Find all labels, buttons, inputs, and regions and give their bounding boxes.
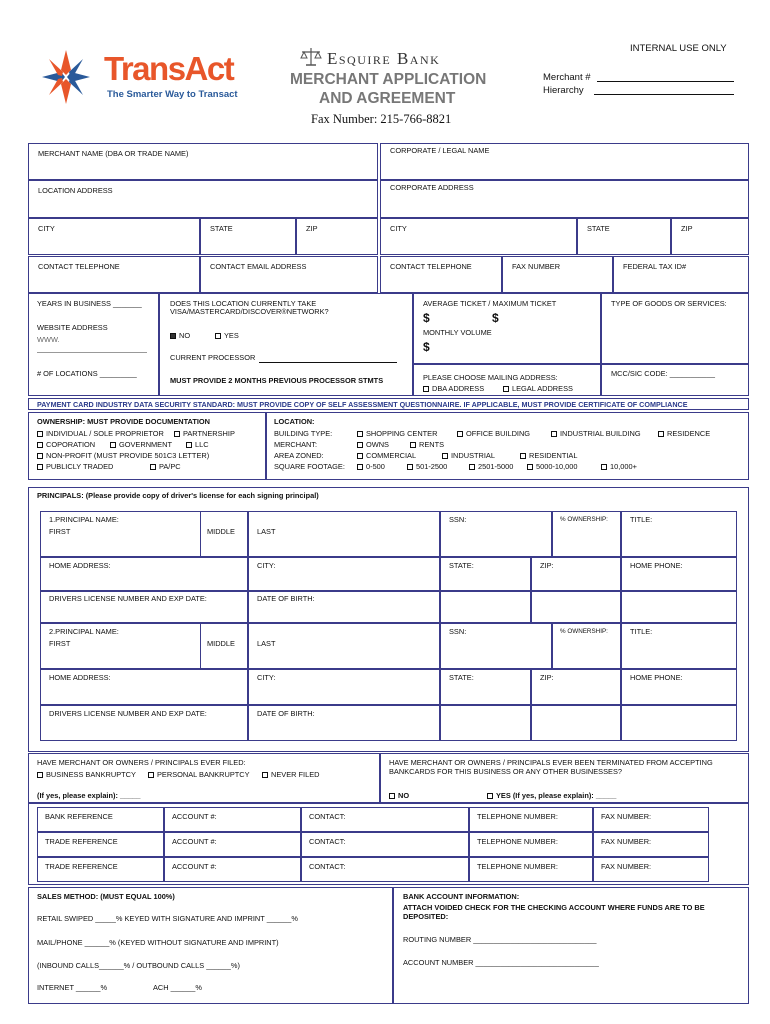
must-provide-stmts: MUST PROVIDE 2 MONTHS PREVIOUS PROCESSOR STMTS — [170, 376, 384, 385]
checkbox[interactable] — [551, 431, 557, 437]
ownership-corporation[interactable] — [37, 441, 95, 449]
filed-question: HAVE MERCHANT OR OWNERS / PRINCIPALS EVER FILED: — [37, 758, 246, 767]
dba-address-label: DBA ADDRESS — [432, 384, 485, 393]
business-info-left — [28, 293, 159, 396]
building-office[interactable] — [457, 430, 530, 438]
sqft-3-label: 2501-5000 — [478, 462, 514, 471]
ownership-llc-label: LLC — [195, 440, 209, 449]
checkbox[interactable] — [442, 453, 448, 459]
p2-ownership-field[interactable] — [552, 623, 621, 669]
ownership-individual[interactable] — [37, 430, 164, 438]
corp-contact-telephone-field[interactable] — [380, 256, 502, 293]
bank-account[interactable]: ACCOUNT NUMBER ______________________________ — [403, 958, 599, 967]
contact-telephone-field[interactable] — [28, 256, 200, 293]
ownership-corporation-label: COPORATION — [46, 440, 96, 449]
corp-city-field[interactable] — [380, 218, 577, 255]
merchant-name-label: MERCHANT NAME (DBA OR TRADE NAME) — [38, 149, 189, 158]
max-ticket-dollar[interactable]: $ — [492, 311, 499, 325]
reference-account-cell[interactable] — [164, 807, 301, 832]
checkbox-checked[interactable] — [170, 333, 176, 339]
p1-state-field[interactable] — [440, 557, 531, 591]
checkbox[interactable] — [389, 793, 395, 799]
reference-phone-cell[interactable] — [469, 857, 593, 882]
reference-fax-label: FAX NUMBER: — [601, 862, 652, 871]
current-processor-label: CURRENT PROCESSOR — [170, 353, 256, 362]
checkbox[interactable] — [110, 442, 116, 448]
checkbox[interactable] — [37, 431, 43, 437]
checkbox[interactable] — [357, 431, 363, 437]
corp-zip-label: ZIP — [681, 224, 693, 233]
transact-star-icon — [40, 48, 92, 106]
p2-title-label: TITLE: — [630, 627, 653, 636]
filed-personal-bk-label: PERSONAL BANKRUPTCY — [157, 770, 250, 779]
network-no-label: NO — [179, 331, 191, 340]
reference-fax-cell[interactable] — [593, 807, 709, 832]
sqft-2-label: 501-2500 — [416, 462, 448, 471]
p1-state-label: STATE: — [449, 561, 474, 570]
ownership-individual-label: INDIVIDUAL / SOLE PROPRIETOR — [46, 429, 164, 438]
checkbox[interactable] — [215, 333, 221, 339]
checkbox[interactable] — [357, 442, 363, 448]
terminated-no[interactable] — [389, 792, 409, 800]
reference-account-label: ACCOUNT #: — [172, 862, 217, 871]
reference-phone-label: TELEPHONE NUMBER: — [477, 812, 558, 821]
transact-tagline: The Smarter Way to Transact — [107, 89, 238, 100]
zoned-commercial-label: COMMERCIAL — [366, 451, 417, 460]
zip-field[interactable] — [296, 218, 378, 255]
sqft-2[interactable] — [407, 463, 447, 471]
p1-last-field[interactable] — [248, 511, 440, 557]
p2-ssn-label: SSN: — [449, 627, 467, 636]
location-address-field[interactable] — [28, 180, 378, 218]
zoned-residential[interactable] — [520, 452, 577, 460]
reference-phone-label: TELEPHONE NUMBER: — [477, 862, 558, 871]
p1-dl-field[interactable] — [40, 591, 248, 623]
merchant-owns-label: OWNS — [366, 440, 389, 449]
p2-first-label: FIRST — [49, 639, 71, 648]
fax-number-label: FAX NUMBER — [512, 262, 561, 271]
checkbox[interactable] — [520, 453, 526, 459]
p1-home-phone-field[interactable] — [621, 557, 737, 591]
sqft-4-label: 5000-10,000 — [536, 462, 578, 471]
reference-account-cell[interactable] — [164, 857, 301, 882]
filed-explain[interactable]: (If yes, please explain): _____ — [37, 791, 141, 800]
checkbox[interactable] — [174, 431, 180, 437]
filed-business-bk[interactable] — [37, 771, 136, 779]
checkbox[interactable] — [37, 442, 43, 448]
city-field[interactable] — [28, 218, 200, 255]
transact-name: TransAct — [104, 50, 234, 87]
terminated-yes-label: YES (If yes, please explain): _____ — [496, 791, 617, 800]
ownership-box — [28, 412, 266, 480]
reference-label-label: BANK REFERENCE — [45, 812, 113, 821]
merchant-name-field[interactable] — [28, 143, 378, 180]
principals-title: PRINCIPALS: (Please provide copy of driver's license for each signing principal) — [37, 491, 319, 500]
reference-label-cell[interactable] — [37, 807, 164, 832]
terminated-question-2: BANKCARDS FOR THIS BUSINESS OR ANY OTHER BUSINESSES? — [389, 767, 622, 776]
type-goods-label: TYPE OF GOODS OR SERVICES: — [611, 299, 727, 308]
building-residence-label: RESIDENCE — [667, 429, 711, 438]
ownership-partnership-label: PARTNERSHIP — [183, 429, 235, 438]
checkbox[interactable] — [407, 464, 413, 470]
bank-attach-2: DEPOSITED: — [403, 912, 449, 921]
p2-dl-field[interactable] — [40, 705, 248, 741]
reference-label-label: TRADE REFERENCE — [45, 862, 118, 871]
sqft-1[interactable] — [357, 463, 385, 471]
sqft-4[interactable] — [527, 463, 578, 471]
sales-box — [28, 887, 393, 1004]
checkbox[interactable] — [658, 431, 664, 437]
p1-ssn-label: SSN: — [449, 515, 467, 524]
p2-dob-field[interactable] — [248, 705, 440, 741]
sales-ach[interactable]: ACH ______% — [153, 983, 202, 992]
building-residence[interactable] — [658, 430, 710, 438]
reference-phone-label: TELEPHONE NUMBER: — [477, 837, 558, 846]
filed-never-label: NEVER FILED — [271, 770, 320, 779]
dba-address-option[interactable] — [423, 385, 484, 393]
contact-telephone-label: CONTACT TELEPHONE — [38, 262, 120, 271]
avg-ticket-dollar[interactable]: $ — [423, 311, 430, 325]
checkbox[interactable] — [150, 464, 156, 470]
merchant-number-line[interactable] — [597, 81, 734, 82]
checkbox[interactable] — [148, 772, 154, 778]
reference-label-label: TRADE REFERENCE — [45, 837, 118, 846]
terminated-box — [380, 753, 749, 803]
p1-name-label: 1.PRINCIPAL NAME: — [49, 515, 119, 524]
filed-business-bk-label: BUSINESS BANKRUPTCY — [46, 770, 136, 779]
checkbox[interactable] — [410, 442, 416, 448]
pci-notice-text: PAYMENT CARD INDUSTRY DATA SECURITY STANDARD: MUST PROVIDE COPY OF SELF ASSESSMENT QUESTIONNAIRE. IF APPLICABLE, MUST PROVIDE CERTIFICATE OF COMPLIANCE — [37, 400, 688, 409]
reference-account-label: ACCOUNT #: — [172, 812, 217, 821]
sales-internet[interactable]: INTERNET ______% — [37, 983, 108, 992]
p1-dob-label: DATE OF BIRTH: — [257, 594, 315, 603]
reference-fax-label: FAX NUMBER: — [601, 812, 652, 821]
network-yes-option[interactable] — [215, 332, 239, 340]
p1-extra-1[interactable] — [440, 591, 531, 623]
checkbox[interactable] — [37, 453, 43, 459]
goods-box[interactable] — [601, 293, 749, 364]
website-input-line[interactable] — [37, 352, 147, 353]
checkbox[interactable] — [357, 464, 363, 470]
sqft-5-label: 10,000+ — [610, 462, 637, 471]
network-no-option[interactable] — [170, 332, 190, 340]
p1-home-address-label: HOME ADDRESS: — [49, 561, 111, 570]
scales-icon — [300, 46, 322, 68]
reference-phone-cell[interactable] — [469, 832, 593, 857]
p2-home-address-field[interactable] — [40, 669, 248, 705]
bank-name: Esquire Bank — [327, 49, 441, 68]
area-zoned-label: AREA ZONED: — [274, 451, 324, 460]
transact-logo — [40, 48, 240, 106]
reference-account-cell[interactable] — [164, 832, 301, 857]
p2-extra-2[interactable] — [531, 705, 621, 741]
ownership-title: OWNERSHIP: MUST PROVIDE DOCUMENTATION — [37, 417, 210, 426]
reference-contact-label: CONTACT: — [309, 812, 346, 821]
p1-title-field[interactable] — [621, 511, 737, 557]
filed-personal-bk[interactable] — [148, 771, 250, 779]
p1-middle-label: MIDDLE — [207, 527, 235, 536]
p1-first-label: FIRST — [49, 527, 71, 536]
location-title: LOCATION: — [274, 417, 315, 426]
p1-home-address-field[interactable] — [40, 557, 248, 591]
corporate-address-label: CORPORATE ADDRESS — [390, 183, 474, 192]
locations-count[interactable]: # OF LOCATIONS _________ — [37, 369, 137, 378]
merchant-owns[interactable] — [357, 441, 389, 449]
reference-phone-cell[interactable] — [469, 807, 593, 832]
federal-tax-id-field[interactable] — [613, 256, 749, 293]
esquire-bank-logo — [300, 46, 480, 70]
reference-fax-label: FAX NUMBER: — [601, 837, 652, 846]
p2-home-phone-field[interactable] — [621, 669, 737, 705]
bank-title: BANK ACCOUNT INFORMATION: — [403, 892, 520, 901]
ownership-public[interactable] — [37, 463, 113, 471]
merchant-label: MERCHANT: — [274, 440, 318, 449]
sqft-3[interactable] — [469, 463, 513, 471]
corporate-name-label: CORPORATE / LEGAL NAME — [390, 146, 490, 155]
zoned-industrial[interactable] — [442, 452, 495, 460]
www-prefix: WWW. — [37, 335, 60, 344]
zip-label: ZIP — [306, 224, 318, 233]
p2-ownership-label: % OWNERSHIP: — [560, 628, 608, 635]
reference-label-cell[interactable] — [37, 857, 164, 882]
p2-last-field[interactable] — [248, 623, 440, 669]
fax-number: Fax Number: 215-766-8821 — [311, 112, 452, 126]
p2-dob-label: DATE OF BIRTH: — [257, 709, 315, 718]
p1-extra-3[interactable] — [621, 591, 737, 623]
checkbox[interactable] — [262, 772, 268, 778]
location-box — [266, 412, 749, 480]
p2-last-label: LAST — [257, 639, 276, 648]
terminated-yes[interactable] — [487, 792, 616, 800]
p2-title-field[interactable] — [621, 623, 737, 669]
p2-zip-label: ZIP: — [540, 673, 554, 682]
p2-dl-label: DRIVERS LICENSE NUMBER AND EXP DATE: — [49, 709, 207, 718]
reference-contact-label: CONTACT: — [309, 862, 346, 871]
p1-home-phone-label: HOME PHONE: — [630, 561, 683, 570]
p1-ownership-field[interactable] — [552, 511, 621, 557]
reference-contact-cell[interactable] — [301, 832, 469, 857]
p2-state-field[interactable] — [440, 669, 531, 705]
sales-inbound[interactable]: (INBOUND CALLS______% / OUTBOUND CALLS ______%) — [37, 961, 240, 970]
corporate-name-field[interactable] — [380, 143, 749, 180]
reference-contact-cell[interactable] — [301, 857, 469, 882]
p2-name-label: 2.PRINCIPAL NAME: — [49, 627, 119, 636]
corporate-address-field[interactable] — [380, 180, 749, 218]
location-address-label: LOCATION ADDRESS — [38, 186, 113, 195]
ownership-government[interactable] — [110, 441, 172, 449]
checkbox[interactable] — [186, 442, 192, 448]
p2-home-address-label: HOME ADDRESS: — [49, 673, 111, 682]
ownership-papc-label: PA/PC — [159, 462, 181, 471]
ownership-nonprofit[interactable] — [37, 452, 209, 460]
filed-box — [28, 753, 380, 803]
sqft-5[interactable] — [601, 463, 637, 471]
mcc-label: MCC/SIC CODE: ___________ — [611, 369, 715, 378]
p1-name-field[interactable] — [40, 511, 248, 557]
network-yes-label: YES — [224, 331, 239, 340]
current-processor-line[interactable] — [259, 362, 397, 363]
filed-never[interactable] — [262, 771, 319, 779]
p1-last-label: LAST — [257, 527, 276, 536]
merchant-rents[interactable] — [410, 441, 444, 449]
reference-contact-label: CONTACT: — [309, 837, 346, 846]
hierarchy-label: Hierarchy — [543, 85, 584, 96]
reference-fax-cell[interactable] — [593, 857, 709, 882]
reference-label-cell[interactable] — [37, 832, 164, 857]
mcc-box[interactable] — [601, 364, 749, 396]
p2-home-phone-label: HOME PHONE: — [630, 673, 683, 682]
ownership-public-label: PUBLICLY TRADED — [46, 462, 114, 471]
p2-middle-divider — [200, 624, 201, 668]
p2-name-field[interactable] — [40, 623, 248, 669]
ownership-partnership[interactable] — [174, 430, 235, 438]
building-type-label: BUILDING TYPE: — [274, 429, 333, 438]
monthly-volume-label: MONTHLY VOLUME — [423, 328, 492, 337]
p1-extra-2[interactable] — [531, 591, 621, 623]
network-question-1: DOES THIS LOCATION CURRENTLY TAKE — [170, 299, 317, 308]
state-field[interactable] — [200, 218, 296, 255]
ownership-nonprofit-label: NON-PROFIT (MUST PROVIDE 501C3 LETTER) — [46, 451, 210, 460]
building-industrial[interactable] — [551, 430, 641, 438]
p1-middle-divider — [200, 512, 201, 556]
mailing-label: PLEASE CHOOSE MAILING ADDRESS: — [423, 373, 558, 382]
sales-retail[interactable]: RETAIL SWIPED _____% KEYED WITH SIGNATURE AND IMPRINT ______% — [37, 914, 298, 923]
merchant-number-label: Merchant # — [543, 72, 591, 83]
sales-title: SALES METHOD: (MUST EQUAL 100%) — [37, 892, 175, 901]
corp-state-field[interactable] — [577, 218, 671, 255]
legal-address-label: LEGAL ADDRESS — [512, 384, 573, 393]
p1-ownership-label: % OWNERSHIP: — [560, 516, 608, 523]
p1-city-field[interactable] — [248, 557, 440, 591]
contact-email-field[interactable] — [200, 256, 378, 293]
p2-extra-1[interactable] — [440, 705, 531, 741]
checkbox[interactable] — [487, 793, 493, 799]
p2-city-field[interactable] — [248, 669, 440, 705]
p1-dob-field[interactable] — [248, 591, 440, 623]
form-title-line1: MERCHANT APPLICATION — [290, 71, 487, 88]
form-title-line2: AND AGREEMENT — [319, 90, 456, 107]
federal-tax-id-label: FEDERAL TAX ID# — [623, 262, 687, 271]
years-in-business[interactable]: YEARS IN BUSINESS _______ — [37, 299, 142, 308]
network-box — [159, 293, 413, 396]
building-industrial-label: INDUSTRIAL BUILDING — [560, 429, 641, 438]
checkbox[interactable] — [469, 464, 475, 470]
checkbox[interactable] — [457, 431, 463, 437]
monthly-volume-dollar[interactable]: $ — [423, 340, 430, 354]
zoned-industrial-label: INDUSTRIAL — [451, 451, 495, 460]
p1-ssn-field[interactable] — [440, 511, 552, 557]
zoned-residential-label: RESIDENTIAL — [529, 451, 578, 460]
checkbox[interactable] — [503, 386, 509, 392]
city-label: CITY — [38, 224, 55, 233]
checkbox[interactable] — [423, 386, 429, 392]
network-question-2: VISA/MASTERCARD/DISCOVER®NETWORK? — [170, 307, 329, 316]
bank-attach-1: ATTACH VOIDED CHECK FOR THE CHECKING ACCOUNT WHERE FUNDS ARE TO BE — [403, 903, 705, 912]
ticket-box — [413, 293, 601, 364]
p2-ssn-field[interactable] — [440, 623, 552, 669]
bank-routing[interactable]: ROUTING NUMBER ______________________________ — [403, 935, 597, 944]
contact-email-label: CONTACT EMAIL ADDRESS — [210, 262, 307, 271]
checkbox[interactable] — [357, 453, 363, 459]
p2-state-label: STATE: — [449, 673, 474, 682]
p2-city-label: CITY: — [257, 673, 276, 682]
corp-state-label: STATE — [587, 224, 610, 233]
legal-address-option[interactable] — [503, 385, 573, 393]
checkbox[interactable] — [527, 464, 533, 470]
corp-city-label: CITY — [390, 224, 407, 233]
reference-account-label: ACCOUNT #: — [172, 837, 217, 846]
mailing-box — [413, 364, 601, 396]
ownership-papc[interactable] — [150, 463, 181, 471]
checkbox[interactable] — [37, 772, 43, 778]
website-label: WEBSITE ADDRESS — [37, 323, 108, 332]
corp-contact-telephone-label: CONTACT TELEPHONE — [390, 262, 472, 271]
p1-zip-label: ZIP: — [540, 561, 554, 570]
reference-fax-cell[interactable] — [593, 832, 709, 857]
p1-title-label: TITLE: — [630, 515, 653, 524]
checkbox[interactable] — [37, 464, 43, 470]
merchant-rents-label: RENTS — [419, 440, 445, 449]
p1-dl-label: DRIVERS LICENSE NUMBER AND EXP DATE: — [49, 594, 207, 603]
building-shopping[interactable] — [357, 430, 437, 438]
hierarchy-line[interactable] — [594, 94, 734, 95]
zoned-commercial[interactable] — [357, 452, 416, 460]
p1-city-label: CITY: — [257, 561, 276, 570]
internal-use-label: INTERNAL USE ONLY — [630, 43, 727, 54]
reference-contact-cell[interactable] — [301, 807, 469, 832]
p2-middle-label: MIDDLE — [207, 639, 235, 648]
pci-notice — [28, 398, 749, 410]
checkbox[interactable] — [601, 464, 607, 470]
p2-zip-field[interactable] — [531, 669, 621, 705]
fax-number-field[interactable] — [502, 256, 613, 293]
terminated-no-label: NO — [398, 791, 410, 800]
ownership-government-label: GOVERNMENT — [119, 440, 172, 449]
building-shopping-label: SHOPPING CENTER — [366, 429, 438, 438]
ownership-llc[interactable] — [186, 441, 209, 449]
sales-mail[interactable]: MAIL/PHONE ______% (KEYED WITHOUT SIGNATURE AND IMPRINT) — [37, 938, 279, 947]
terminated-question-1: HAVE MERCHANT OR OWNERS / PRINCIPALS EVER BEEN TERMINATED FROM ACCEPTING — [389, 758, 713, 767]
building-office-label: OFFICE BUILDING — [466, 429, 531, 438]
p2-extra-3[interactable] — [621, 705, 737, 741]
sqft-1-label: 0-500 — [366, 462, 385, 471]
state-label: STATE — [210, 224, 233, 233]
square-footage-label: SQUARE FOOTAGE: — [274, 462, 345, 471]
bank-box — [393, 887, 749, 1004]
p1-zip-field[interactable] — [531, 557, 621, 591]
avg-ticket-label: AVERAGE TICKET / MAXIMUM TICKET — [423, 299, 557, 308]
corp-zip-field[interactable] — [671, 218, 749, 255]
